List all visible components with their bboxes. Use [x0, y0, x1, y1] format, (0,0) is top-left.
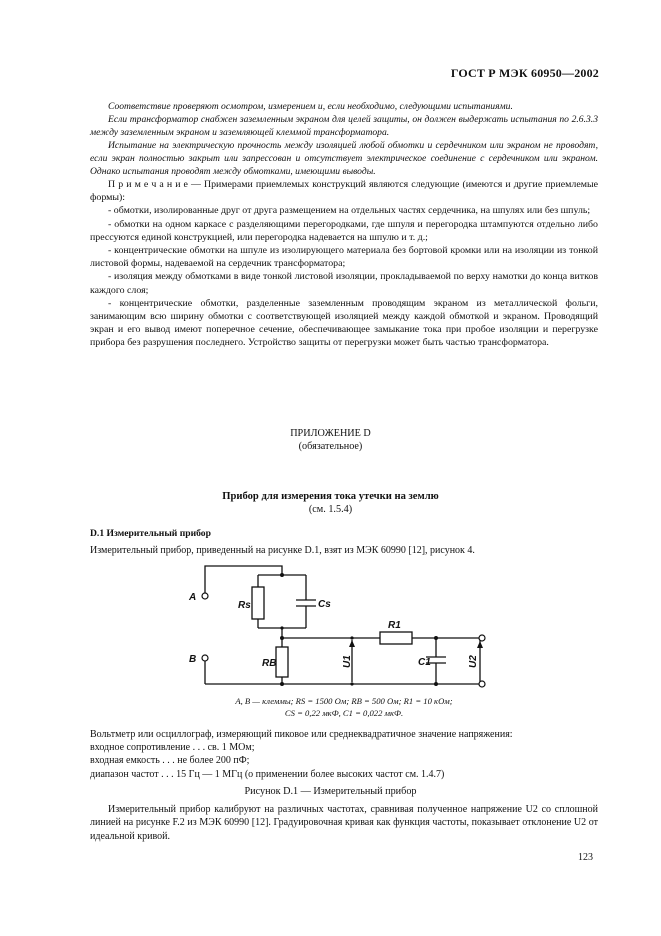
output-bottom-circle: [479, 681, 485, 687]
terminal-b-label: B: [189, 654, 197, 665]
u1-arrow-head: [349, 640, 355, 647]
rs-resistor: [252, 587, 264, 619]
appendix-heading: Прибор для измерения тока утечки на землю: [222, 491, 439, 502]
note-item-4: - изоляция между обмотками в виде тонкой листовой изоляции, прокладываемой по верху намотки до конца витков каждого слоя;: [90, 271, 598, 296]
u1-label: U1: [342, 655, 353, 668]
specs-block: [90, 728, 598, 781]
note-item-3: - концентрические обмотки на шпуле из изолирующего материала без бортовой кромки или на изоляции из тонкой листовой формы, надеваемой на сердечник трансформатора;: [90, 245, 598, 270]
c1-label: C1: [418, 657, 431, 668]
note-item-1: - обмотки, изолированные друг от друга размещением на отдельных частях сердечника, на шпулях или без шпуль;: [108, 205, 591, 217]
figure-caption: Рисунок D.1 — Измерительный прибор: [244, 786, 417, 797]
note-item-5: - концентрические обмотки, разделенные заземленным проводящим экраном из металлической фольги, занимающим всю ширину обмотки с соответствующей изоляцией между каждой обмоткой и экраном. Проводящий экран и его вывод имеют поперечное сечение, обеспечивающее замыкание тока при пробое изоляции и перегрузке прибора без разрушения последнего. Устройство защиты от перегрузки может быть частью трансформатора.: [90, 297, 598, 349]
appendix-title: ПРИЛОЖЕНИЕ D: [290, 428, 371, 439]
specs-line-1: Вольтметр или осциллограф, измеряющий пиковое или среднеквадратичное значение напряжения:: [90, 729, 513, 740]
rb-resistor: [276, 647, 288, 677]
appendix-status: (обязательное): [298, 441, 363, 452]
diagram-legend-line-1: A, B — клеммы; RS = 1500 Ом; RB = 500 Ом; R1 = 10 кОм;: [235, 696, 453, 706]
specs-line-3: входная емкость . . . не более 200 пФ;: [90, 755, 250, 767]
terminal-a-label: A: [189, 592, 197, 603]
calibration-paragraph: Измерительный прибор калибруют на различных частотах, сравнивая полученное напряжение U2 со сплошной линией на рисунке F.2 из МЭК 60990 [12]. Градуировочная кривая как функция частоты, показывает отклонение U2 от идеальной кривой.: [90, 804, 598, 842]
note-item-2: - обмотки на одном каркасе с разделяющими перегородками, где шпуля и перегородка штампуются отдельно либо прессуются единой конструкцией, или перегородка надевается на шпулю и т. д.;: [90, 218, 598, 243]
r1-resistor: [380, 632, 412, 644]
note-intro: П р и м е ч а н и е — Примерами приемлемых конструкций являются следующие (имеются и другие приемлемые формы):: [90, 179, 598, 204]
diagram-legend-line-2: CS = 0,22 мкФ, C1 = 0,022 мкФ.: [284, 708, 404, 718]
output-top-circle: [479, 635, 485, 641]
section-title: D.1 Измерительный прибор: [90, 528, 211, 539]
specs-line-4: диапазон частот . . . 15 Гц — 1 МГц (о применении более высоких частот см. 1.4.7): [90, 768, 445, 780]
screen-test-line: Если трансформатор снабжен заземленным экраном для целей защиты, он должен выдержать испытания по 2.6.3.3 между заземленным экраном и заземляющей клеммой трансформатора.: [90, 114, 598, 139]
compliance-line: Соответствие проверяют осмотром, измерением и, если необходимо, следующими испытаниями.: [108, 101, 513, 112]
terminal-b-circle: [202, 655, 208, 661]
document-header: ГОСТ Р МЭК 60950—2002: [450, 66, 599, 80]
rs-label: Rs: [238, 600, 251, 611]
r1-label: R1: [388, 620, 401, 631]
specs-line-2: входное сопротивление . . . св. 1 МОм;: [90, 742, 255, 754]
u2-arrow-head: [477, 641, 483, 648]
cs-label: Cs: [318, 599, 331, 610]
page-number: 123: [578, 852, 593, 863]
appendix-reference: (см. 1.5.4): [308, 504, 353, 515]
section-intro: Измерительный прибор, приведенный на рисунке D.1, взят из МЭК 60990 [12], рисунок 4.: [90, 545, 475, 556]
terminal-a-circle: [202, 593, 208, 599]
dielectric-test-line: Испытание на электрическую прочность между изоляцией любой обмотки и сердечником или экраном не проводят, если экран полностью закрыт или запрессован и отсутствует электрическое соединение с сердечником или экраном. Однако испытания проводят между обмотками, имеющими выводы.: [90, 140, 598, 178]
rb-label: RB: [262, 658, 277, 669]
u2-label: U2: [468, 655, 479, 668]
